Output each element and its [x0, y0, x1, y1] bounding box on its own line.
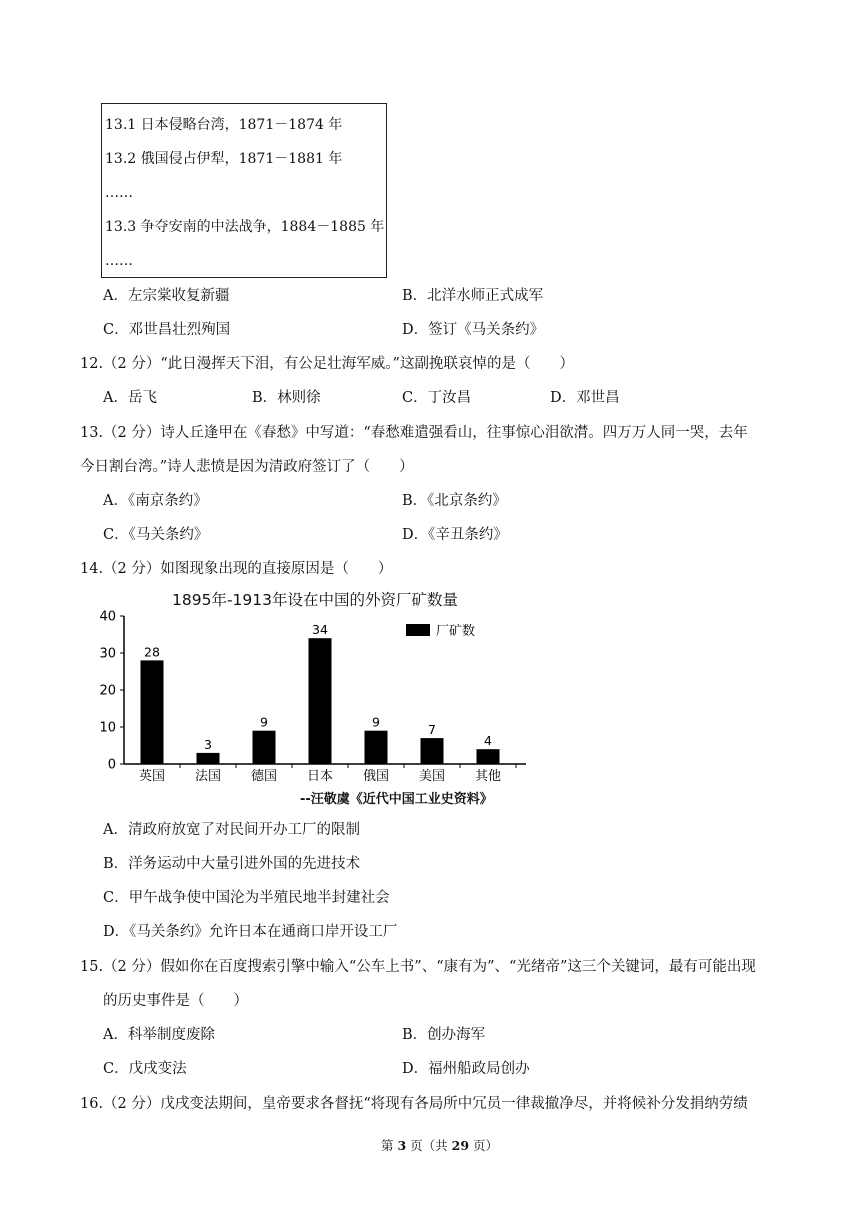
page-footer [381, 1140, 498, 1153]
q12-option-d: D．邓世昌 [550, 390, 620, 406]
footer-pre: 第 [381, 1138, 398, 1153]
y-tick-label: 20 [99, 683, 116, 699]
category-label: 德国 [250, 769, 278, 784]
q15-stem-line2: 的历史事件是（ ） [103, 993, 248, 1009]
q14-option-d: D．《马关条约》允许日本在通商口岸开设工厂 [103, 924, 398, 940]
timeline-line: 13.1 日本侵略台湾，1871－1874 年 [105, 117, 343, 133]
category-label: 日本 [306, 769, 334, 784]
q16-stem-line1: 16.（2 分）戊戌变法期间，皇帝要求各督抚“将现有各局所中冗员一律裁撤净尽，并将候补分发捐纳劳绩 [80, 1096, 748, 1112]
y-tick-label: 0 [107, 757, 116, 773]
q15-option-c: C．戊戌变法 [103, 1061, 187, 1077]
chart-title: 1895年-1913年设在中国的外资厂矿数量 [172, 591, 458, 609]
y-tick-label: 40 [99, 610, 116, 625]
q13-stem-line2: 今日割台湾。”诗人悲愤是因为清政府签订了（ ） [80, 459, 414, 475]
q13-option-c: C．《马关条约》 [103, 527, 209, 543]
category-label: 法国 [194, 769, 222, 784]
legend-swatch [406, 624, 430, 636]
bar-value-label: 28 [144, 644, 160, 660]
timeline-line: …… [105, 185, 133, 201]
timeline-line: 13.3 争夺安南的中法战争，1884－1885 年 [105, 219, 385, 235]
q13-option-b: B．《北京条约》 [402, 493, 507, 509]
chart-source: --汪敬虞《近代中国工业史资料》 [300, 792, 493, 807]
bar-value-label: 34 [312, 622, 328, 638]
q13-stem-line1: 13.（2 分）诗人丘逢甲在《春愁》中写道：“春愁难遣强看山，往事惊心泪欲潸。四万万人同一哭，去年 [80, 425, 748, 441]
category-label: 其他 [474, 769, 502, 784]
bar [197, 753, 220, 764]
bar [477, 749, 500, 764]
legend-label: 厂矿数 [436, 624, 476, 639]
bar [141, 660, 164, 764]
footer-post: 页） [469, 1138, 499, 1153]
q14-stem: 14.（2 分）如图现象出现的直接原因是（ ） [80, 561, 393, 577]
bar [365, 731, 388, 764]
q12-option-a: A．岳飞 [103, 390, 157, 406]
bar [309, 638, 332, 764]
footer-total-pages: 29 [451, 1138, 470, 1153]
bar-value-label: 4 [484, 733, 492, 749]
bar-value-label: 9 [372, 714, 380, 730]
q14-option-a: A．清政府放宽了对民间开办工厂的限制 [103, 822, 360, 838]
q14-option-c: C．甲午战争使中国沦为半殖民地半封建社会 [103, 890, 390, 906]
q14-option-b: B．洋务运动中大量引进外国的先进技术 [103, 856, 361, 872]
bar-chart [90, 610, 540, 790]
q15-option-b: B．创办海军 [402, 1027, 486, 1043]
q13-option-d: D．《辛丑条约》 [402, 527, 508, 543]
footer-page-number: 3 [397, 1138, 407, 1153]
timeline-box [101, 103, 387, 278]
y-tick-label: 30 [99, 646, 116, 662]
q12-stem: 12.（2 分）“此日漫挥天下泪，有公足壮海军威。”这副挽联哀悼的是（ ） [80, 356, 574, 372]
bar-value-label: 3 [204, 736, 212, 752]
category-label: 美国 [418, 769, 446, 784]
q11-option-d: D．签订《马关条约》 [402, 322, 545, 338]
q11-option-a: A．左宗棠收复新疆 [103, 288, 230, 304]
bar-value-label: 9 [260, 714, 268, 730]
timeline-line: 13.2 俄国侵占伊犁，1871－1881 年 [105, 151, 343, 167]
bar-value-label: 7 [428, 722, 436, 738]
footer-mid: 页（共 [406, 1138, 452, 1153]
q12-option-c: C．丁汝昌 [402, 390, 472, 406]
q15-option-a: A．科举制度废除 [103, 1027, 215, 1043]
bar [421, 738, 444, 764]
q11-option-b: B．北洋水师正式成军 [402, 288, 544, 304]
q13-option-a: A．《南京条约》 [103, 493, 208, 509]
bar [253, 731, 276, 764]
q15-stem-line1: 15.（2 分）假如你在百度搜索引擎中输入“公车上书”、“康有为”、“光绪帝”这三个关键词，最有可能出现 [80, 959, 756, 975]
timeline-line: …… [105, 253, 133, 269]
category-label: 俄国 [362, 769, 390, 784]
y-tick-label: 10 [99, 720, 116, 736]
category-label: 英国 [138, 769, 166, 784]
q12-option-b: B．林则徐 [252, 390, 321, 406]
q11-option-c: C．邓世昌壮烈殉国 [103, 322, 231, 338]
q15-option-d: D．福州船政局创办 [402, 1061, 530, 1077]
